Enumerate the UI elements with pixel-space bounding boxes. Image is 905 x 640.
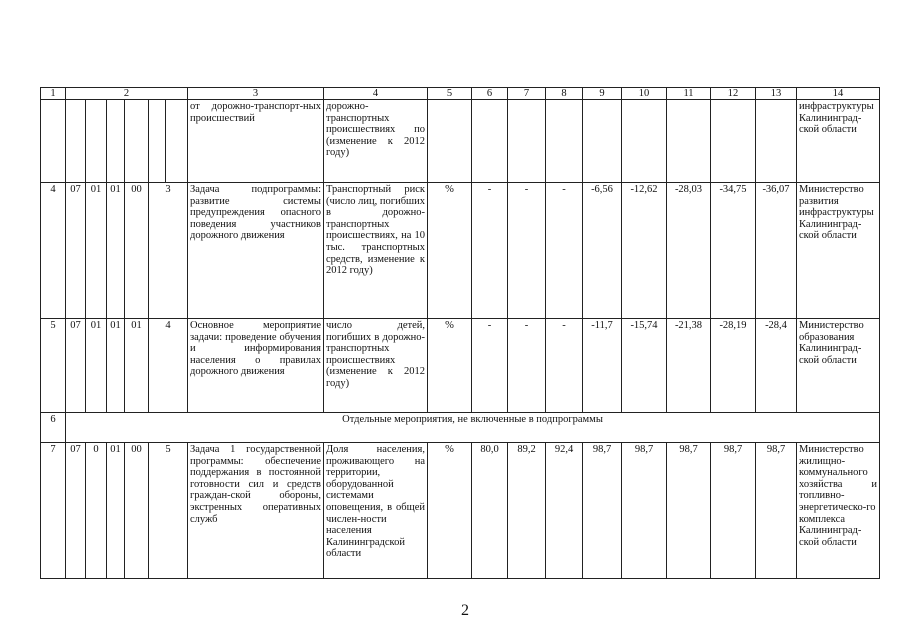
value-cell: -28,4 — [756, 319, 797, 413]
row-number: 4 — [41, 183, 66, 319]
code-cell: 3 — [149, 183, 188, 319]
page-number: 2 — [461, 602, 469, 619]
indicator-cell: число детей, погибших в дорожно-транспортных происшествиях (изменение к 2012 году) — [324, 319, 428, 413]
header-cell: 14 — [797, 88, 880, 100]
code-cell — [107, 100, 125, 183]
code-cell — [66, 100, 86, 183]
responsible-cell: инфраструктуры Калининград-ской области — [797, 100, 880, 183]
table-row — [41, 443, 880, 579]
value-cell: - — [472, 183, 508, 319]
task-name-cell: Задача 1 государственной программы: обеспечение поддержания в постоянной готовности сил и средств граждан-ской обороны, экстренных оперативных служб — [188, 443, 324, 579]
unit-cell: % — [428, 443, 472, 579]
value-cell: -15,74 — [622, 319, 667, 413]
value-cell — [756, 100, 797, 183]
header-cell: 2 — [66, 88, 188, 100]
value-cell: -11,7 — [583, 319, 622, 413]
value-cell: -34,75 — [711, 183, 756, 319]
code-cell: 00 — [125, 443, 149, 579]
value-cell: - — [508, 319, 546, 413]
value-cell: 98,7 — [711, 443, 756, 579]
responsible-cell: Министерство развития инфраструктуры Калининград-ской области — [797, 183, 880, 319]
code-cell: 00 — [125, 183, 149, 319]
code-cell: 4 — [149, 319, 188, 413]
indicator-cell: Транспортный риск (число лиц, погибших в дорожно-транспортных происшествиях, на 10 тыс. транспортных средств, изменение к 2012 году) — [324, 183, 428, 319]
value-cell — [508, 100, 546, 183]
value-cell: 98,7 — [756, 443, 797, 579]
row-number — [41, 100, 66, 183]
value-cell: -28,19 — [711, 319, 756, 413]
code-cell — [86, 100, 107, 183]
header-cell: 6 — [472, 88, 508, 100]
table-row — [41, 183, 880, 319]
value-cell: 98,7 — [583, 443, 622, 579]
table-row — [41, 319, 880, 413]
header-cell: 7 — [508, 88, 546, 100]
code-cell: 01 — [107, 319, 125, 413]
value-cell: 92,4 — [546, 443, 583, 579]
task-name-cell: Задача подпрограммы: развитие системы предупреждения опасного поведения участников дорожного движения — [188, 183, 324, 319]
value-cell: 89,2 — [508, 443, 546, 579]
value-cell: -12,62 — [622, 183, 667, 319]
code-cell — [149, 100, 166, 183]
header-cell: 8 — [546, 88, 583, 100]
unit-cell: % — [428, 183, 472, 319]
value-cell: -28,03 — [667, 183, 711, 319]
section-row — [41, 413, 880, 443]
indicator-cell: Доля населения, проживающего на территории, оборудованной системами оповещения, в общей числен-ности населения Калининградской области — [324, 443, 428, 579]
header-cell: 9 — [583, 88, 622, 100]
value-cell — [711, 100, 756, 183]
row-number: 6 — [41, 413, 66, 443]
table-header-row — [41, 88, 880, 100]
value-cell — [546, 100, 583, 183]
value-cell: - — [472, 319, 508, 413]
header-cell: 3 — [188, 88, 324, 100]
header-cell: 4 — [324, 88, 428, 100]
code-cell: 01 — [107, 443, 125, 579]
task-name-cell: Основное мероприятие задачи: проведение обучения и информирования населения о правилах дорожного движения — [188, 319, 324, 413]
row-number: 5 — [41, 319, 66, 413]
value-cell — [622, 100, 667, 183]
code-cell: 01 — [107, 183, 125, 319]
task-name-cell: от дорожно-транспорт-ных происшествий — [188, 100, 324, 183]
value-cell — [583, 100, 622, 183]
code-cell: 01 — [125, 319, 149, 413]
header-cell: 5 — [428, 88, 472, 100]
value-cell: 98,7 — [622, 443, 667, 579]
responsible-cell: Министерство образования Калининград-ской области — [797, 319, 880, 413]
responsible-cell: Министерство жилищно-коммунального хозяйства и топливно-энергетическо-го комплекса Калининград-ской области — [797, 443, 880, 579]
value-cell — [472, 100, 508, 183]
unit-cell — [428, 100, 472, 183]
value-cell: -6,56 — [583, 183, 622, 319]
value-cell: -36,07 — [756, 183, 797, 319]
header-cell: 13 — [756, 88, 797, 100]
unit-cell: % — [428, 319, 472, 413]
code-cell: 07 — [66, 183, 86, 319]
value-cell: 80,0 — [472, 443, 508, 579]
indicator-cell: дорожно-транспортных происшествиях по (изменение к 2012 году) — [324, 100, 428, 183]
value-cell: -21,38 — [667, 319, 711, 413]
code-cell: 07 — [66, 443, 86, 579]
header-cell: 1 — [41, 88, 66, 100]
header-cell: 10 — [622, 88, 667, 100]
code-cell: 01 — [86, 319, 107, 413]
value-cell: - — [508, 183, 546, 319]
program-table — [40, 87, 880, 579]
code-cell: 01 — [86, 183, 107, 319]
value-cell — [667, 100, 711, 183]
value-cell: - — [546, 319, 583, 413]
header-cell: 11 — [667, 88, 711, 100]
code-cell — [125, 100, 149, 183]
code-cell: 07 — [66, 319, 86, 413]
table-row — [41, 100, 880, 183]
section-title: Отдельные мероприятия, не включенные в подпрограммы — [66, 413, 880, 443]
row-number: 7 — [41, 443, 66, 579]
code-cell — [166, 100, 188, 183]
value-cell: - — [546, 183, 583, 319]
header-cell: 12 — [711, 88, 756, 100]
value-cell: 98,7 — [667, 443, 711, 579]
code-cell: 5 — [149, 443, 188, 579]
code-cell: 0 — [86, 443, 107, 579]
